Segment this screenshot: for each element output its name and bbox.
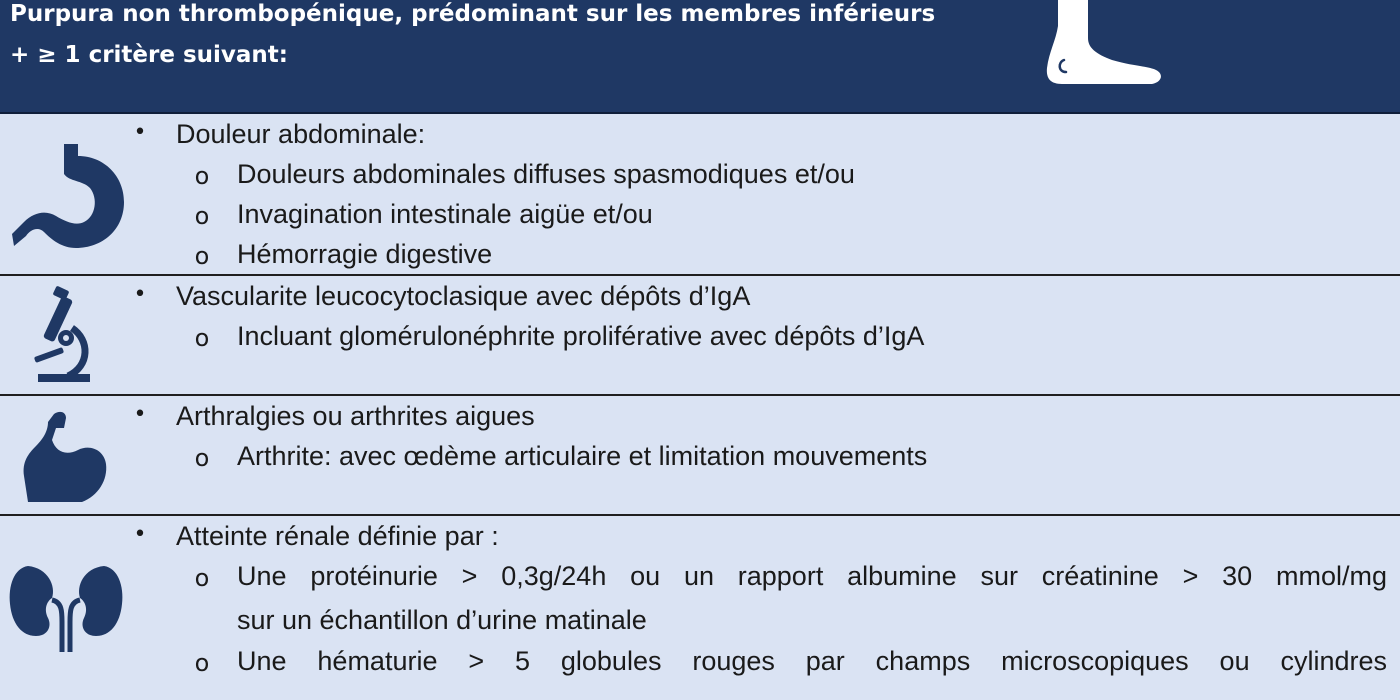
stomach-icon bbox=[12, 144, 127, 248]
criterion-row-arthralgia bbox=[0, 396, 1400, 516]
criterion-item: Une hématurie > 5 globules rouges par champs microscopiques ou cylindres bbox=[237, 646, 1387, 676]
sub-bullet-marker: o bbox=[194, 649, 210, 677]
criterion-row-vasculitis bbox=[0, 276, 1400, 396]
sub-bullet-marker: o bbox=[194, 324, 210, 352]
sub-bullet-marker: o bbox=[194, 162, 210, 190]
header-banner bbox=[0, 0, 1400, 114]
microscope-icon bbox=[24, 286, 94, 386]
criterion-item: Douleurs abdominales diffuses spasmodiques et/ou bbox=[237, 159, 855, 189]
kidneys-icon bbox=[8, 566, 124, 652]
sub-bullet-marker: o bbox=[194, 444, 210, 472]
criterion-title: Atteinte rénale définie par : bbox=[176, 521, 499, 551]
criterion-row-abdominal bbox=[0, 114, 1400, 276]
sub-bullet-marker: o bbox=[194, 202, 210, 230]
criterion-item: Arthrite: avec œdème articulaire et limitation mouvements bbox=[237, 441, 928, 471]
bullet-marker: • bbox=[133, 120, 147, 145]
header-subtitle: + ≥ 1 critère suivant: bbox=[10, 42, 288, 68]
criterion-item: Incluant glomérulonéphrite proliférative avec dépôts d’IgA bbox=[237, 321, 925, 351]
criterion-row-renal bbox=[0, 516, 1400, 700]
bullet-marker: • bbox=[133, 522, 147, 547]
bullet-marker: • bbox=[133, 282, 147, 307]
criterion-title: Arthralgies ou arthrites aigues bbox=[176, 401, 535, 431]
header-title: Purpura non thrombopénique, prédominant sur les membres inférieurs bbox=[10, 1, 936, 27]
sub-bullet-marker: o bbox=[194, 242, 210, 270]
criterion-item: Invagination intestinale aigüe et/ou bbox=[237, 199, 653, 229]
bullet-marker: • bbox=[133, 402, 147, 427]
flexed-arm-icon bbox=[20, 406, 110, 504]
foot-icon bbox=[1040, 0, 1170, 92]
criterion-title: Douleur abdominale: bbox=[176, 119, 426, 149]
criterion-title: Vascularite leucocytoclasique avec dépôts d’IgA bbox=[176, 281, 751, 311]
criterion-item: Hémorragie digestive bbox=[237, 239, 493, 269]
criterion-item-continuation: sur un échantillon d’urine matinale bbox=[237, 605, 647, 635]
sub-bullet-marker: o bbox=[194, 564, 210, 592]
criterion-item: Une protéinurie > 0,3g/24h ou un rapport albumine sur créatinine > 30 mmol/mg bbox=[237, 561, 1387, 591]
